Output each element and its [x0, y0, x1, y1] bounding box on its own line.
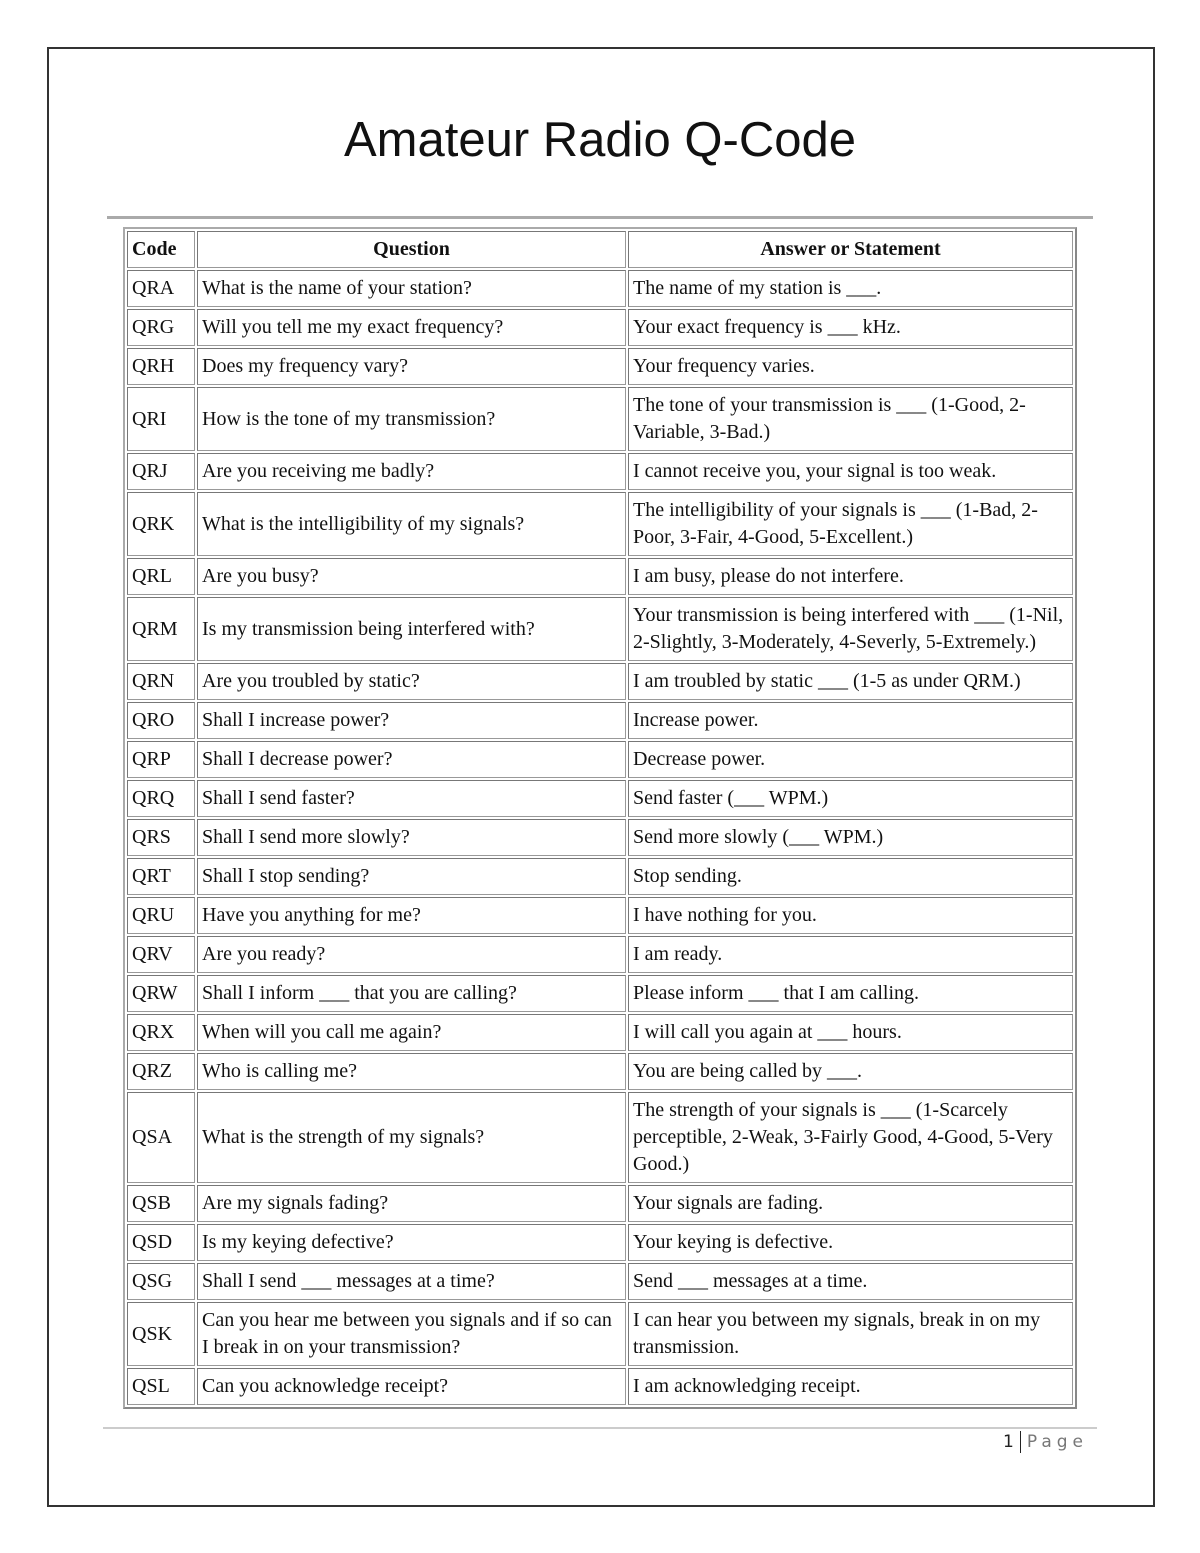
- column-header-code: Code: [127, 231, 195, 268]
- answer-cell: I can hear you between my signals, break in on my transmission.: [628, 1302, 1073, 1366]
- question-cell: Shall I decrease power?: [197, 741, 626, 778]
- answer-cell: I am acknowledging receipt.: [628, 1368, 1073, 1405]
- code-cell: QRX: [127, 1014, 195, 1051]
- table-row: [127, 936, 1073, 973]
- question-cell: Shall I send ___ messages at a time?: [197, 1263, 626, 1300]
- answer-cell: I will call you again at ___ hours.: [628, 1014, 1073, 1051]
- page-label: Page: [1026, 1432, 1088, 1452]
- answer-cell: Your keying is defective.: [628, 1224, 1073, 1261]
- table-row: [127, 597, 1073, 661]
- question-cell: Shall I increase power?: [197, 702, 626, 739]
- table-row: [127, 663, 1073, 700]
- code-cell: QRA: [127, 270, 195, 307]
- question-cell: Shall I stop sending?: [197, 858, 626, 895]
- answer-cell: I cannot receive you, your signal is too weak.: [628, 453, 1073, 490]
- code-cell: QRS: [127, 819, 195, 856]
- code-cell: QRH: [127, 348, 195, 385]
- page-title: Amateur Radio Q-Code: [343, 113, 856, 167]
- question-cell: Are you ready?: [197, 936, 626, 973]
- answer-cell: Send ___ messages at a time.: [628, 1263, 1073, 1300]
- table-row: [127, 1263, 1073, 1300]
- code-cell: QSD: [127, 1224, 195, 1261]
- title-divider: [107, 216, 1093, 219]
- answer-cell: Your transmission is being interfered with ___ (1-Nil, 2-Slightly, 3-Moderately, 4-Severly, 5-Extremely.): [628, 597, 1073, 661]
- code-cell: QSL: [127, 1368, 195, 1405]
- question-cell: Will you tell me my exact frequency?: [197, 309, 626, 346]
- table-row: [127, 741, 1073, 778]
- table-row: [127, 348, 1073, 385]
- code-cell: QSK: [127, 1302, 195, 1366]
- question-cell: Are you busy?: [197, 558, 626, 595]
- answer-cell: I am ready.: [628, 936, 1073, 973]
- question-cell: What is the strength of my signals?: [197, 1092, 626, 1183]
- code-cell: QRQ: [127, 780, 195, 817]
- code-cell: QRZ: [127, 1053, 195, 1090]
- table-row: [127, 819, 1073, 856]
- question-cell: Are my signals fading?: [197, 1185, 626, 1222]
- answer-cell: Stop sending.: [628, 858, 1073, 895]
- code-cell: QSB: [127, 1185, 195, 1222]
- question-cell: Is my transmission being interfered with?: [197, 597, 626, 661]
- footer-separator: [1020, 1431, 1021, 1453]
- column-header-question: Question: [197, 231, 626, 268]
- table-row: [127, 702, 1073, 739]
- table-row: [127, 1092, 1073, 1183]
- question-cell: Shall I send more slowly?: [197, 819, 626, 856]
- question-cell: Shall I inform ___ that you are calling?: [197, 975, 626, 1012]
- table-row: [127, 492, 1073, 556]
- answer-cell: Your exact frequency is ___ kHz.: [628, 309, 1073, 346]
- table-row: [127, 558, 1073, 595]
- code-cell: QRT: [127, 858, 195, 895]
- answer-cell: Send faster (___ WPM.): [628, 780, 1073, 817]
- code-cell: QRW: [127, 975, 195, 1012]
- code-cell: QRN: [127, 663, 195, 700]
- answer-cell: The name of my station is ___.: [628, 270, 1073, 307]
- code-cell: QRK: [127, 492, 195, 556]
- question-cell: Shall I send faster?: [197, 780, 626, 817]
- answer-cell: Send more slowly (___ WPM.): [628, 819, 1073, 856]
- question-cell: Who is calling me?: [197, 1053, 626, 1090]
- table-row: [127, 897, 1073, 934]
- column-header-answer: Answer or Statement: [628, 231, 1073, 268]
- code-cell: QSA: [127, 1092, 195, 1183]
- question-cell: Can you acknowledge receipt?: [197, 1368, 626, 1405]
- answer-cell: I am troubled by static ___ (1-5 as under QRM.): [628, 663, 1073, 700]
- code-cell: QRI: [127, 387, 195, 451]
- answer-cell: Your frequency varies.: [628, 348, 1073, 385]
- table-row: [127, 270, 1073, 307]
- table-row: [127, 858, 1073, 895]
- question-cell: Is my keying defective?: [197, 1224, 626, 1261]
- code-cell: QRO: [127, 702, 195, 739]
- page-number: 1: [1003, 1432, 1014, 1452]
- table-row: [127, 1014, 1073, 1051]
- question-cell: Does my frequency vary?: [197, 348, 626, 385]
- code-cell: QRJ: [127, 453, 195, 490]
- question-cell: When will you call me again?: [197, 1014, 626, 1051]
- question-cell: Are you troubled by static?: [197, 663, 626, 700]
- question-cell: What is the intelligibility of my signals?: [197, 492, 626, 556]
- answer-cell: Your signals are fading.: [628, 1185, 1073, 1222]
- table-row: [127, 453, 1073, 490]
- code-cell: QRM: [127, 597, 195, 661]
- page-footer: [1003, 1431, 1088, 1453]
- question-cell: What is the name of your station?: [197, 270, 626, 307]
- code-cell: QRL: [127, 558, 195, 595]
- answer-cell: Decrease power.: [628, 741, 1073, 778]
- table-row: [127, 309, 1073, 346]
- answer-cell: The strength of your signals is ___ (1-Scarcely perceptible, 2-Weak, 3-Fairly Good, 4-Good, 5-Very Good.): [628, 1092, 1073, 1183]
- question-cell: How is the tone of my transmission?: [197, 387, 626, 451]
- footer-divider: [103, 1427, 1097, 1429]
- table-header-row: [127, 231, 1073, 268]
- answer-cell: Please inform ___ that I am calling.: [628, 975, 1073, 1012]
- table-row: [127, 1053, 1073, 1090]
- question-cell: Are you receiving me badly?: [197, 453, 626, 490]
- question-cell: Have you anything for me?: [197, 897, 626, 934]
- q-code-table: [123, 227, 1077, 1409]
- table-row: [127, 975, 1073, 1012]
- answer-cell: Increase power.: [628, 702, 1073, 739]
- code-cell: QRP: [127, 741, 195, 778]
- code-cell: QRU: [127, 897, 195, 934]
- table-row: [127, 1302, 1073, 1366]
- code-cell: QSG: [127, 1263, 195, 1300]
- answer-cell: You are being called by ___.: [628, 1053, 1073, 1090]
- table-row: [127, 1185, 1073, 1222]
- answer-cell: The tone of your transmission is ___ (1-Good, 2-Variable, 3-Bad.): [628, 387, 1073, 451]
- table-row: [127, 780, 1073, 817]
- answer-cell: I am busy, please do not interfere.: [628, 558, 1073, 595]
- code-cell: QRG: [127, 309, 195, 346]
- question-cell: Can you hear me between you signals and if so can I break in on your transmission?: [197, 1302, 626, 1366]
- table-row: [127, 1368, 1073, 1405]
- table-row: [127, 387, 1073, 451]
- answer-cell: I have nothing for you.: [628, 897, 1073, 934]
- table-row: [127, 1224, 1073, 1261]
- answer-cell: The intelligibility of your signals is ___ (1-Bad, 2-Poor, 3-Fair, 4-Good, 5-Excellent.): [628, 492, 1073, 556]
- code-cell: QRV: [127, 936, 195, 973]
